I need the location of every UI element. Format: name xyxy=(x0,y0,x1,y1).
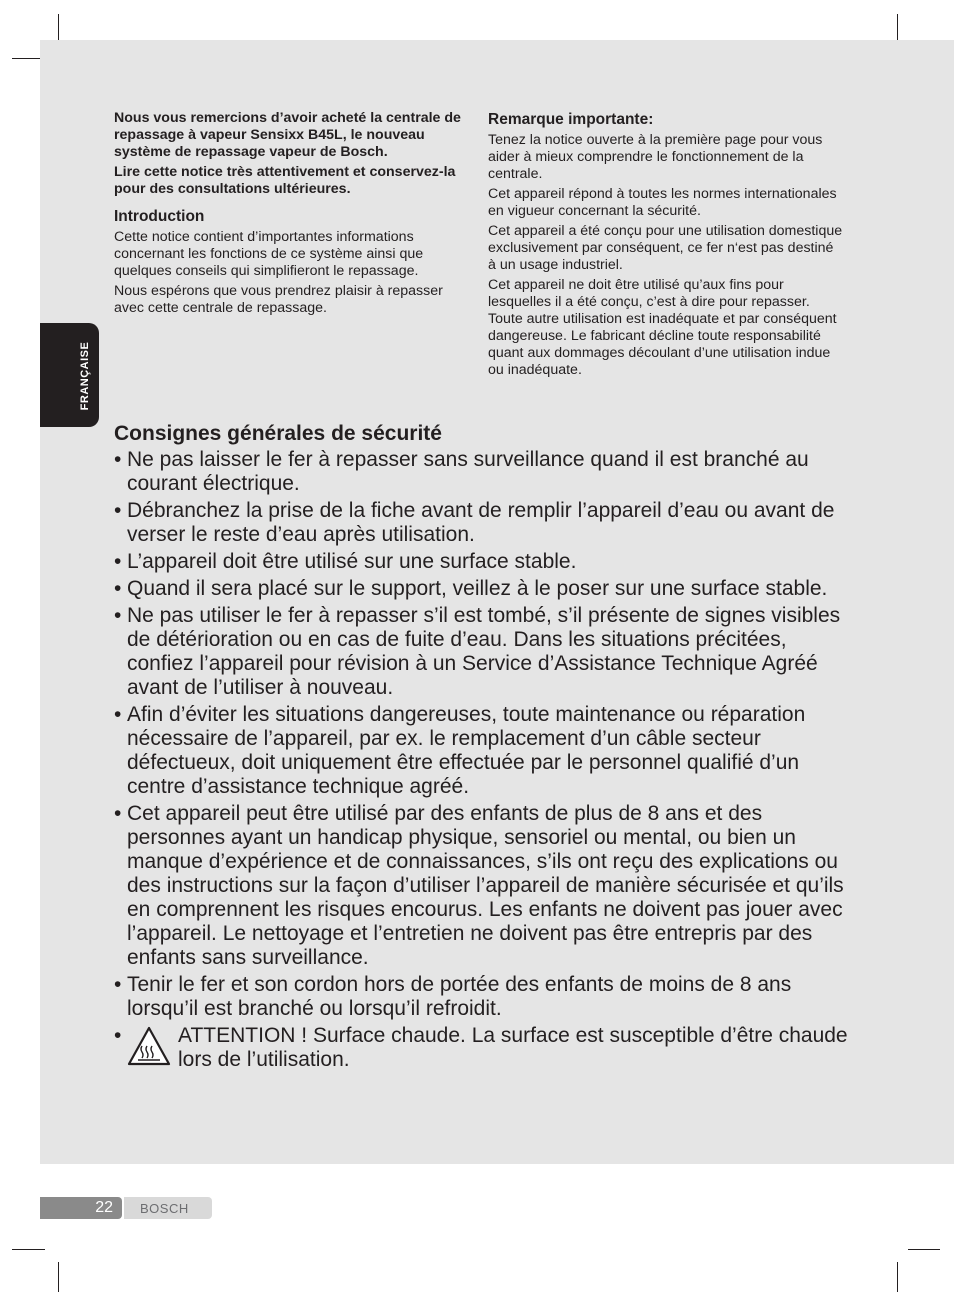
crop-mark xyxy=(897,1262,898,1292)
crop-mark xyxy=(58,1262,59,1292)
safety-list xyxy=(114,448,849,1072)
safety-item: • L’appareil doit être utilisé sur une surface stable. xyxy=(114,550,849,574)
introduction-paragraph: Cette notice contient d’importantes informations concernant les fonctions de ce système ainsi que quelques conseils qui simplifieront le repassage. xyxy=(114,229,424,279)
crop-mark xyxy=(908,1249,940,1250)
safety-item: • Afin d’éviter les situations dangereuses, toute maintenance ou réparation nécessaire de l’appareil, par ex. le remplacement d’un câble secteur défectueux, doit uniquement être effectuée par le personnel qualifié d’un centre d’assistance technique agréé. xyxy=(114,703,849,799)
right-column xyxy=(488,110,843,382)
safety-item: • Débranchez la prise de la fiche avant de remplir l’appareil d’eau ou avant de verser le reste d’eau après utilisation. xyxy=(114,499,849,547)
brand-name: BOSCH xyxy=(140,1201,189,1216)
safety-section xyxy=(114,421,849,1075)
safety-heading: Consignes générales de sécurité xyxy=(114,422,442,445)
safety-item-warning xyxy=(114,1024,849,1072)
warning-text: ATTENTION ! Surface chaude. La surface est susceptible d’être chaude lors de l’utilisation. xyxy=(178,1024,848,1071)
safety-item: • Tenir le fer et son cordon hors de portée des enfants de moins de 8 ans lorsqu’il est branché ou lorsqu’il refroidit. xyxy=(114,973,849,1021)
crop-mark xyxy=(12,1249,45,1250)
safety-item: • Ne pas utiliser le fer à repasser s’il est tombé, s’il présente de signes visibles de détérioration ou en cas de fuite d’eau. Dans les situations précitées, confiez l’appareil pour révision à un Service d’Assistance Technique Agréé avant de l’utiliser à nouveau. xyxy=(114,604,849,700)
brand-tab xyxy=(124,1197,212,1219)
intro-thanks: Nous vous remercions d’avoir acheté la centrale de repassage à vapeur Sensixx B45L, le nouveau système de repassage vapeur de Bosch. xyxy=(114,110,461,160)
page-number: 22 xyxy=(95,1199,113,1216)
page-number-tab xyxy=(40,1197,122,1219)
safety-item: • Quand il sera placé sur le support, veillez à le poser sur une surface stable. xyxy=(114,577,849,601)
introduction-heading: Introduction xyxy=(114,208,205,225)
intro-read-notice: Lire cette notice très attentivement et conservez-la pour des consultations ultérieures. xyxy=(114,164,456,197)
important-note-heading: Remarque importante: xyxy=(488,111,654,128)
left-column xyxy=(114,110,469,320)
safety-item: • Cet appareil peut être utilisé par des enfants de plus de 8 ans et des personnes ayant un handicap physique, sensoriel ou mental, ou bien un manque d’expérience et de connaissances, s’ils ont reçu des explications ou des instructions sur la façon d’utiliser l’appareil de manière sécurisée et qu’ils en comprennent les risques encourus. Les enfants ne doivent pas jouer avec l’appareil. Le nettoyage et l’entretien ne doivent pas être entrepris par des enfants sans surveillance. xyxy=(114,802,849,970)
hot-surface-warning-icon xyxy=(127,1026,171,1066)
important-note-paragraph: Cet appareil répond à toutes les normes internationales en vigueur concernant la sécurité. xyxy=(488,186,837,219)
language-tab-label: FRANÇAISE xyxy=(79,341,91,411)
important-note-paragraph: Cet appareil ne doit être utilisé qu’aux fins pour lesquelles il a été conçu, c’est à dire pour repasser. Toute autre utilisation est inadéquate et par conséquent dangereuse. Le fabricant décline toute responsabilité quant aux dommages découlant d’une utilisation indue ou inadéquate. xyxy=(488,277,837,378)
introduction-paragraph: Nous espérons que vous prendrez plaisir à repasser avec cette centrale de repassage. xyxy=(114,283,443,316)
important-note-paragraph: Tenez la notice ouverte à la première page pour vous aider à mieux comprendre le fonctionnement de la centrale. xyxy=(488,132,823,182)
safety-item: • Ne pas laisser le fer à repasser sans surveillance quand il est branché au courant électrique. xyxy=(114,448,849,496)
important-note-paragraph: Cet appareil a été conçu pour une utilisation domestique exclusivement par conséquent, ce fer n‘est pas destiné à un usage industriel. xyxy=(488,223,843,273)
